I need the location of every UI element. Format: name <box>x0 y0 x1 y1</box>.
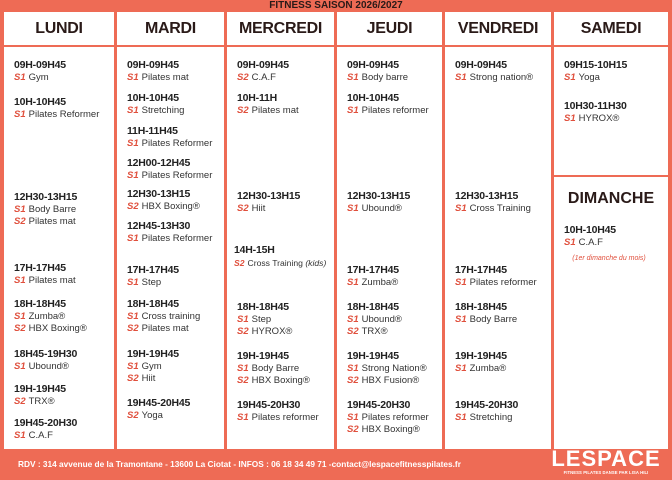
class-entry: S1 Yoga <box>564 72 600 83</box>
class-entry: S2 HBX Boxing® <box>14 323 87 334</box>
day-header-mardi: MARDI <box>117 12 224 47</box>
weekend-divider <box>554 175 668 177</box>
class-entry: S1 Pilates reformer <box>455 277 537 288</box>
day-column-mercredi <box>227 12 334 449</box>
class-entry: S2 Pilates mat <box>14 216 76 227</box>
class-entry: S1 Gym <box>14 72 49 83</box>
class-entry: S1 C.A.F <box>14 430 53 441</box>
class-entry: S1 Pilates Reformer <box>127 138 213 149</box>
time-slot: 12H45-13H30 S1 Pilates Reformer <box>127 220 220 245</box>
time-slot: 19H45-20H30 S1 C.A.F <box>14 417 110 442</box>
time-slot: 12H30-13H15 S1 Cross Training <box>455 190 547 215</box>
dimanche-note: (1er dimanche du mois) <box>572 255 646 262</box>
class-entry: S1 Pilates Reformer <box>14 109 100 120</box>
time-slot: 12H00-12H45 S1 Pilates Reformer <box>127 157 220 182</box>
class-entry: S1 Step <box>127 277 162 288</box>
class-entry: S1 Pilates Reformer <box>127 233 213 244</box>
class-entry: S2 HBX Fusion® <box>347 375 420 386</box>
class-entry: S2 Hiit <box>237 203 266 214</box>
class-entry: S1 Step <box>237 314 272 325</box>
time-slot: 19H45-20H30 S1 Pilates reformer S2 HBX Boxing® <box>347 399 438 436</box>
class-entry: S1 Pilates mat <box>127 72 189 83</box>
time-slot: 14H-15H S2 Cross Training (kids) <box>234 244 330 269</box>
time-slot: 18H-18H45 S1 Step S2 HYROX® <box>237 301 330 338</box>
class-entry: S1 Ubound® <box>347 314 402 325</box>
time-slot: 10H-10H45 S1 Pilates reformer <box>347 92 438 117</box>
time-slot: 17H-17H45 S1 Pilates reformer <box>455 264 547 289</box>
time-slot: 12H30-13H15 S1 Ubound® <box>347 190 438 215</box>
class-entry: S2 Cross Training (kids) <box>234 258 327 268</box>
class-entry: S2 TRX® <box>347 326 388 337</box>
time-slot: 19H45-20H45 S2 Yoga <box>127 397 220 422</box>
day-column-vendredi <box>445 12 551 449</box>
class-entry: S1 Zumba® <box>347 277 399 288</box>
class-entry: S2 HYROX® <box>237 326 293 337</box>
time-slot: 17H-17H45 S1 Pilates mat <box>14 262 110 287</box>
day-header-dimanche: DIMANCHE <box>567 190 655 207</box>
time-slot: 11H-11H45 S1 Pilates Reformer <box>127 125 220 150</box>
time-slot: 18H-18H45 S1 Body Barre <box>455 301 547 326</box>
day-header-vendredi: VENDREDI <box>445 12 551 47</box>
class-entry: S1 Pilates reformer <box>347 412 429 423</box>
class-entry: S2 Pilates mat <box>237 105 299 116</box>
class-entry: S1 Stretching <box>127 105 185 116</box>
class-entry: S1 Ubound® <box>347 203 402 214</box>
day-column-lundi <box>4 12 114 449</box>
time-slot: 10H-10H45 S1 C.A.F (1er dimanche du mois) <box>564 224 664 262</box>
time-slot: 19H-19H45 S2 TRX® <box>14 383 110 408</box>
day-column-jeudi <box>337 12 442 449</box>
class-entry: S1 Cross training <box>127 311 201 322</box>
time-slot: 18H-18H45 S1 Ubound® S2 TRX® <box>347 301 438 338</box>
class-entry: S1 Pilates reformer <box>347 105 429 116</box>
time-slot: 12H30-13H15 S2 Hiit <box>237 190 330 215</box>
schedule-title: FITNESS SAISON 2026/2027 <box>269 0 403 11</box>
class-entry: S2 HBX Boxing® <box>127 201 200 212</box>
class-entry: S2 Yoga <box>127 410 163 421</box>
time-slot: 10H-10H45 S1 Pilates Reformer <box>14 96 110 121</box>
class-entry: S1 Strong Nation® <box>347 363 427 374</box>
time-slot: 19H45-20H30 S1 Pilates reformer <box>237 399 330 424</box>
time-slot: 09H-09H45 S1 Body barre <box>347 59 438 84</box>
day-column-mardi <box>117 12 224 449</box>
day-header-samedi: SAMEDI <box>554 12 668 47</box>
logo-text: LESPACE <box>551 446 661 471</box>
class-entry: S2 HBX Boxing® <box>347 424 420 435</box>
class-entry: S1 Body barre <box>347 72 409 83</box>
class-entry: S1 Body Barre <box>237 363 300 374</box>
class-entry: S1 Body Barre <box>14 204 77 215</box>
class-entry: S1 HYROX® <box>564 113 620 124</box>
class-entry: S1 Ubound® <box>14 361 69 372</box>
class-entry: S2 HBX Boxing® <box>237 375 310 386</box>
class-entry: S1 Pilates Reformer <box>127 170 213 181</box>
class-entry: S1 Pilates reformer <box>237 412 319 423</box>
class-entry: S2 Pilates mat <box>127 323 189 334</box>
time-slot: 18H-18H45 S1 Zumba® S2 HBX Boxing® <box>14 298 110 335</box>
class-entry: S1 Stretching <box>455 412 513 423</box>
time-slot: 10H-10H45 S1 Stretching <box>127 92 220 117</box>
class-entry: S1 Zumba® <box>455 363 507 374</box>
time-slot: 18H45-19H30 S1 Ubound® <box>14 348 110 373</box>
class-entry: S1 Body Barre <box>455 314 518 325</box>
day-header-jeudi: JEUDI <box>337 12 442 47</box>
time-slot: 19H-19H45 S1 Zumba® <box>455 350 547 375</box>
class-entry: S2 Hiit <box>127 373 156 384</box>
time-slot: 09H-09H45 S1 Strong nation® <box>455 59 547 84</box>
time-slot: 09H-09H45 S1 Pilates mat <box>127 59 220 84</box>
class-entry: S2 C.A.F <box>237 72 276 83</box>
time-slot: 17H-17H45 S1 Step <box>127 264 220 289</box>
time-slot: 09H-09H45 S2 C.A.F <box>237 59 330 84</box>
class-entry: S1 Strong nation® <box>455 72 534 83</box>
time-slot: 10H30-11H30 S1 HYROX® <box>564 100 664 125</box>
day-header-lundi: LUNDI <box>4 12 114 47</box>
day-column-weekend <box>554 12 668 449</box>
class-entry: S1 C.A.F <box>564 237 603 248</box>
class-entry: S2 TRX® <box>14 396 55 407</box>
logo-tagline: FITNESS PILATES DANSE PAR LISA HILI <box>563 470 649 475</box>
time-slot: 17H-17H45 S1 Zumba® <box>347 264 438 289</box>
class-entry: S1 Cross Training <box>455 203 531 214</box>
time-slot: 19H-19H45 S1 Gym S2 Hiit <box>127 348 220 385</box>
time-slot: 12H30-13H15 S1 Body Barre S2 Pilates mat <box>14 191 110 228</box>
time-slot: 09H-09H45 S1 Gym <box>14 59 110 84</box>
contact-footer: RDV : 314 avvenue de la Tramontane - 13600 La Ciotat - INFOS : 06 18 34 49 71 -contact@lespacefitnesspilates.fr <box>18 459 461 469</box>
class-entry: S1 Gym <box>127 361 162 372</box>
time-slot: 09H15-10H15 S1 Yoga <box>564 59 664 84</box>
time-slot: 18H-18H45 S1 Cross training S2 Pilates mat <box>127 298 220 335</box>
time-slot: 12H30-13H15 S2 HBX Boxing® <box>127 188 220 213</box>
time-slot: 19H-19H45 S1 Strong Nation® S2 HBX Fusion® <box>347 350 438 387</box>
day-header-mercredi: MERCREDI <box>227 12 334 47</box>
brand-logo <box>548 448 664 475</box>
time-slot: 10H-11H S2 Pilates mat <box>237 92 330 117</box>
time-slot: 19H45-20H30 S1 Stretching <box>455 399 547 424</box>
class-entry: S1 Zumba® <box>14 311 66 322</box>
time-slot: 19H-19H45 S1 Body Barre S2 HBX Boxing® <box>237 350 330 387</box>
class-entry: S1 Pilates mat <box>14 275 76 286</box>
